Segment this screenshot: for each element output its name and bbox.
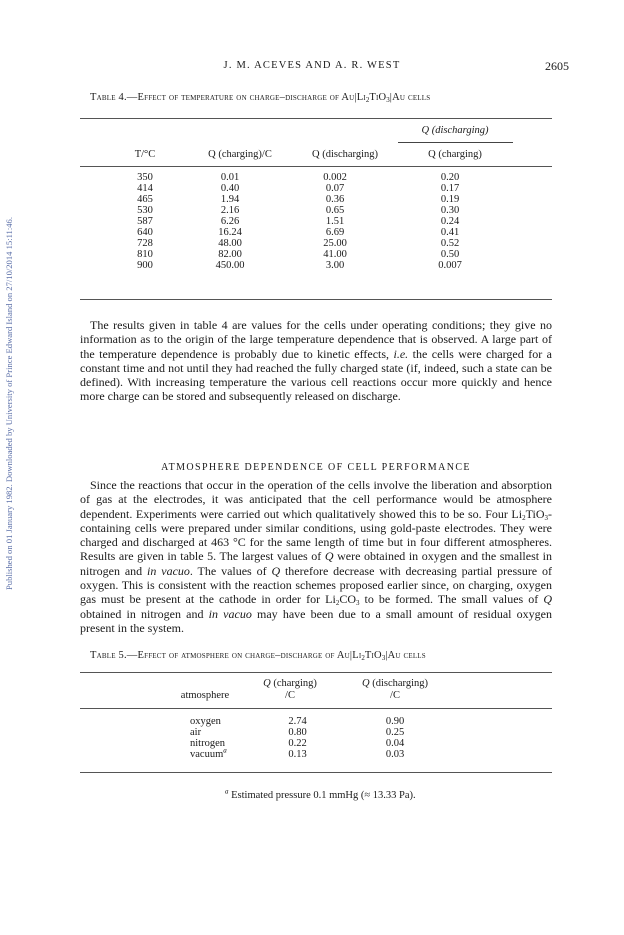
discharging-cell: 41.00 bbox=[323, 249, 347, 260]
discharging-cell: 25.00 bbox=[323, 238, 347, 249]
table5-title-mid: TiO bbox=[364, 650, 382, 661]
table5-top-rule bbox=[80, 672, 552, 673]
table-row bbox=[115, 260, 515, 271]
charging-cell: 0.22 bbox=[288, 738, 307, 749]
discharging-cell: 0.36 bbox=[325, 194, 345, 205]
charging-cell: 82.00 bbox=[218, 249, 242, 260]
table5-footnote bbox=[225, 787, 416, 801]
table4-label: Table 4. bbox=[90, 92, 127, 103]
paragraph-atmosphere bbox=[80, 478, 552, 635]
table-row bbox=[115, 205, 515, 216]
charging-cell: 1.94 bbox=[220, 194, 240, 205]
download-stamp bbox=[4, 70, 18, 590]
discharging-cell: 3.00 bbox=[325, 260, 345, 271]
p2-q2: Q bbox=[271, 563, 281, 578]
table5-header-charging-unit: /C bbox=[285, 690, 295, 701]
atmosphere-name: nitrogen bbox=[190, 738, 225, 749]
charging-cell: 0.40 bbox=[220, 183, 240, 194]
p2-e: . The values of bbox=[189, 563, 272, 578]
p2-f: therefore decrease with decreasing partial pressure of oxygen. This is consistent with the reaction schemes proposed earlier since, on charging, oxygen gas must be present at the cathode in order for Li bbox=[80, 563, 552, 607]
charging-cell: 6.26 bbox=[220, 216, 240, 227]
discharging-cell: 0.03 bbox=[385, 749, 405, 760]
atmosphere-cell bbox=[190, 716, 255, 727]
temperature-cell: 640 bbox=[137, 227, 153, 238]
table4-header-discharging: Q (discharging) bbox=[312, 149, 378, 160]
charging-cell: 2.74 bbox=[288, 716, 307, 727]
discharging-cell: 1.51 bbox=[325, 216, 345, 227]
table5-header-rule bbox=[80, 708, 552, 709]
charging-cell: 0.01 bbox=[220, 172, 240, 183]
atmosphere-name: air bbox=[190, 727, 202, 738]
table5-header-discharging-line1 bbox=[340, 678, 450, 689]
footnote-ref-mark: a bbox=[223, 746, 227, 755]
ratio-cell: 0.24 bbox=[440, 216, 460, 227]
table-row bbox=[190, 749, 450, 760]
temperature-cell: 728 bbox=[137, 238, 153, 249]
temperature-cell: 587 bbox=[137, 216, 153, 227]
p2-invacuo1: in vacuo bbox=[147, 563, 190, 578]
table-row bbox=[115, 238, 515, 249]
charging-cell: 2.16 bbox=[220, 205, 240, 216]
table5-title-suffix: |Au cells bbox=[385, 650, 426, 661]
table4-ratio-denominator: Q (charging) bbox=[428, 149, 482, 160]
table5-title-sub: 2 bbox=[361, 654, 365, 662]
table5-bottom-rule bbox=[80, 772, 552, 773]
p2-q1: Q bbox=[324, 549, 334, 564]
table4-title-sub2: 3 bbox=[386, 96, 390, 104]
p2-sub3: 2 bbox=[335, 599, 340, 608]
table4-ratio-numerator: Q (discharging) bbox=[421, 125, 489, 136]
p2-c: -containing cells were prepared under similar conditions, using gold-paste electrodes. They were charged and discharged at 463 °C for the same length of time but in four different atmospheres. Results are given in table 5. The largest values of bbox=[80, 506, 552, 564]
temperature-cell: 810 bbox=[137, 249, 153, 260]
charging-cell: 0.13 bbox=[288, 749, 307, 760]
p1-text-b: the cells were charged for a constant time and not until they had reached the fully charged state (if, indeed, such a state can be defined). With increasing temperature the various cell reactions occur more quickly and hence more charge can be stored and subsequently released on discharge. bbox=[80, 346, 552, 404]
table4-title-mid: TiO bbox=[369, 92, 387, 103]
temperature-cell: 350 bbox=[137, 172, 153, 183]
p2-b: TiO bbox=[525, 506, 545, 521]
table4-title-suffix: |Au cells bbox=[389, 92, 431, 103]
table4-header-charging: Q (charging)/C bbox=[208, 149, 272, 160]
table4-body bbox=[115, 172, 515, 271]
table4-top-rule bbox=[80, 118, 552, 119]
page-number: 2605 bbox=[545, 59, 569, 73]
p1-text-a: The results given in table 4 are values for the cells under operating conditions; they give no information as to the origin of the large temperature dependence that is observed. A large part of the temperature dependence is probably due to kinetic effects, bbox=[80, 318, 552, 361]
table5-body bbox=[190, 716, 450, 760]
p2-a: Since the reactions that occur in the operation of the cells involve the liberation and absorption of gas at the electrodes, it was anticipated that the cell performance would be atmosphere dependent. Experiments were carried out which qualitatively showed this to be so. Four Li bbox=[80, 478, 552, 521]
table5-header-discharging-q: Q bbox=[361, 678, 370, 689]
table5-caption bbox=[90, 650, 590, 661]
section-heading-atmosphere: ATMOSPHERE DEPENDENCE OF CELL PERFORMANCE bbox=[161, 462, 471, 473]
table-row bbox=[190, 727, 450, 738]
ratio-cell: 0.17 bbox=[440, 183, 460, 194]
table4-header-temperature: T/°C bbox=[134, 149, 156, 160]
discharging-cell: 0.25 bbox=[385, 727, 405, 738]
p2-sub1: 2 bbox=[522, 513, 526, 522]
p2-sub4: 3 bbox=[355, 599, 360, 608]
running-head bbox=[0, 60, 624, 76]
table5-title-sub2: 3 bbox=[381, 654, 386, 662]
p2-q3: Q bbox=[543, 592, 552, 607]
charging-cell: 450.00 bbox=[215, 260, 245, 271]
table4-caption bbox=[90, 92, 590, 103]
table-row bbox=[115, 216, 515, 227]
table-row bbox=[190, 716, 450, 727]
ratio-cell: 0.41 bbox=[440, 227, 460, 238]
table4-bottom-rule bbox=[80, 299, 552, 300]
p2-d: were obtained in oxygen and the smallest in nitrogen and bbox=[80, 549, 552, 578]
table-row bbox=[115, 194, 515, 205]
atmosphere-cell bbox=[190, 746, 255, 760]
ratio-cell: 0.52 bbox=[440, 238, 460, 249]
table-row bbox=[115, 249, 515, 260]
table4-title-prefix: —Effect of temperature on charge–discharge of Au|Li bbox=[126, 92, 366, 103]
table5-header-charging-line1 bbox=[240, 678, 340, 689]
p2-sub2: 3 bbox=[544, 513, 548, 522]
temperature-cell: 414 bbox=[137, 183, 153, 194]
ratio-cell: 0.30 bbox=[440, 205, 460, 216]
running-head-authors: J. M. ACEVES AND A. R. WEST bbox=[223, 60, 401, 71]
discharging-cell: 0.002 bbox=[323, 172, 347, 183]
temperature-cell: 530 bbox=[137, 205, 153, 216]
footnote-mark: a bbox=[225, 787, 229, 796]
discharging-cell: 0.04 bbox=[385, 738, 405, 749]
charging-cell: 0.80 bbox=[288, 727, 307, 738]
paragraph-results bbox=[80, 318, 552, 404]
p2-h: to be formed. The small values of bbox=[359, 592, 544, 607]
table5-header-discharging-unit: /C bbox=[390, 690, 400, 701]
table4-title-sub: 2 bbox=[365, 96, 370, 104]
atmosphere-name: oxygen bbox=[190, 716, 221, 727]
table4-header-rule bbox=[80, 166, 552, 167]
atmosphere-name: vacuum bbox=[190, 749, 224, 760]
table5-header-discharging-text: (discharging) bbox=[369, 678, 428, 689]
table5-header-charging-q: Q bbox=[263, 678, 271, 689]
temperature-cell: 465 bbox=[137, 194, 153, 205]
discharging-cell: 6.69 bbox=[325, 227, 345, 238]
table5-header-charging-text: (charging) bbox=[270, 678, 317, 689]
table4-fraction-bar bbox=[398, 142, 513, 143]
ratio-cell: 0.19 bbox=[440, 194, 460, 205]
table5-header-atmosphere: atmosphere bbox=[180, 690, 230, 701]
discharging-cell: 0.65 bbox=[325, 205, 345, 216]
table-row bbox=[115, 172, 515, 183]
ratio-cell: 0.50 bbox=[440, 249, 460, 260]
table5-label: Table 5. bbox=[90, 650, 127, 661]
p2-i: obtained in nitrogen and bbox=[80, 606, 209, 621]
footnote-text: Estimated pressure 0.1 mmHg (≈ 13.33 Pa). bbox=[228, 790, 416, 801]
download-stamp-text: Published on 01 January 1982. Downloaded by University of Prince Edward Island on 27/10/2014 15:11:46. bbox=[4, 217, 14, 590]
p2-j: may have been due to a small amount of residual oxygen present in the system. bbox=[80, 606, 552, 635]
table5-title-prefix: —Effect of atmosphere on charge–discharge of Au|Li bbox=[126, 650, 362, 661]
table-row bbox=[115, 183, 515, 194]
ratio-cell: 0.20 bbox=[440, 172, 460, 183]
ratio-cell: 0.007 bbox=[438, 260, 462, 271]
p1-ie: i.e. bbox=[393, 346, 409, 361]
table-row bbox=[190, 738, 450, 749]
discharging-cell: 0.90 bbox=[385, 716, 405, 727]
table-row bbox=[115, 227, 515, 238]
discharging-cell: 0.07 bbox=[325, 183, 345, 194]
charging-cell: 48.00 bbox=[218, 238, 242, 249]
temperature-cell: 900 bbox=[137, 260, 153, 271]
p2-invacuo2: in vacuo bbox=[208, 606, 252, 621]
charging-cell: 16.24 bbox=[218, 227, 242, 238]
atmosphere-cell bbox=[190, 727, 255, 738]
p2-g: CO bbox=[339, 592, 356, 607]
